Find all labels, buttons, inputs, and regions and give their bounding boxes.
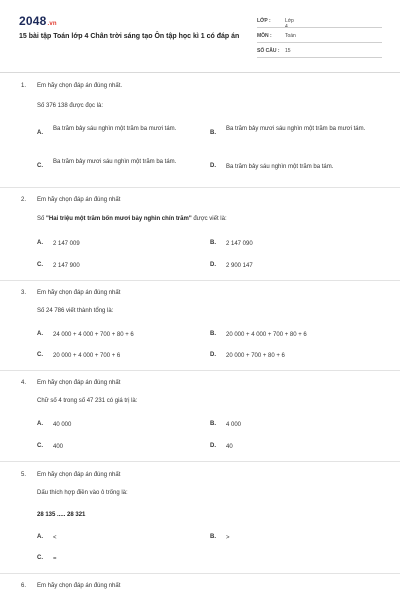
- option-letter: D.: [210, 262, 216, 268]
- logo-suffix: .vn: [47, 21, 57, 27]
- meta-count-key: SỐ CÂU :: [257, 48, 280, 54]
- option-text: >: [226, 535, 230, 541]
- question-stem: Em hãy chọn đáp án đúng nhất.: [37, 83, 123, 89]
- meta-divider: [257, 42, 382, 43]
- option-letter: C.: [37, 163, 43, 169]
- option-letter: A.: [37, 240, 43, 246]
- option-letter: A.: [37, 421, 43, 427]
- option-text: 2 147 009: [53, 241, 80, 247]
- option-letter: C.: [37, 555, 43, 561]
- option-text: Ba trăm bảy sáu nghìn một trăm ba mươi tám.: [53, 126, 177, 132]
- question-number: 1.: [21, 83, 27, 89]
- option-text: 20 000 + 4 000 + 700 + 80 + 6: [226, 332, 307, 338]
- option-text: 4 000: [226, 422, 242, 428]
- comparison-expression: 28 135 ..... 28 321: [37, 512, 86, 518]
- question-divider: [0, 370, 400, 371]
- option-text: 2 900 147: [226, 263, 253, 269]
- question-prompt: Dấu thích hợp điền vào ô trống là:: [37, 490, 128, 496]
- prompt-prefix: Số: [37, 216, 47, 222]
- question-number: 5.: [21, 472, 27, 478]
- option-letter: B.: [210, 534, 216, 540]
- option-letter: D.: [210, 163, 216, 169]
- question-number: 2.: [21, 197, 27, 203]
- option-letter: D.: [210, 443, 216, 449]
- meta-divider: [257, 27, 382, 28]
- option-text: 40: [226, 444, 233, 450]
- question-prompt: Chữ số 4 trong số 47 231 có giá trị là:: [37, 398, 138, 404]
- option-letter: D.: [210, 352, 216, 358]
- question-stem: Em hãy chọn đáp án đúng nhất: [37, 290, 121, 296]
- meta-count-value: 15: [285, 48, 291, 54]
- option-letter: A.: [37, 130, 43, 136]
- prompt-bold: "Hai triệu một trăm bốn mươi bảy nghìn chín trăm": [46, 216, 192, 222]
- option-letter: A.: [37, 331, 43, 337]
- option-text: 2 147 900: [53, 263, 80, 269]
- option-letter: C.: [37, 262, 43, 268]
- question-number: 4.: [21, 380, 27, 386]
- question-stem: Em hãy chọn đáp án đúng nhất: [37, 583, 121, 589]
- question-divider: [0, 573, 400, 574]
- question-divider: [0, 280, 400, 281]
- header-divider: [0, 72, 400, 73]
- document-header: [0, 0, 400, 82]
- option-text: 20 000 + 700 + 80 + 6: [226, 353, 285, 359]
- option-text: Ba trăm bảy sáu nghìn một trăm ba tám.: [226, 164, 334, 170]
- option-text: Ba trăm bảy mươi sáu nghìn một trăm ba mươi tám.: [226, 126, 366, 132]
- question-divider: [0, 461, 400, 462]
- option-letter: A.: [37, 534, 43, 540]
- question-divider: [0, 187, 400, 188]
- option-letter: C.: [37, 443, 43, 449]
- option-letter: B.: [210, 331, 216, 337]
- meta-subject-value: Toán: [285, 33, 296, 39]
- question-prompt: [37, 216, 227, 222]
- question-stem: Em hãy chọn đáp án đúng nhất: [37, 380, 121, 386]
- meta-divider: [257, 57, 382, 58]
- option-letter: B.: [210, 130, 216, 136]
- question-stem: Em hãy chọn đáp án đúng nhất: [37, 197, 121, 203]
- question-prompt: Số 24 786 viết thành tổng là:: [37, 308, 114, 314]
- question-stem: Em hãy chọn đáp án đúng nhất: [37, 472, 121, 478]
- option-text: =: [53, 556, 57, 562]
- option-text: 400: [53, 444, 64, 450]
- question-number: 6.: [21, 583, 27, 589]
- document-title: 15 bài tập Toán lớp 4 Chân trời sáng tạo Ôn tập học kì 1 có đáp án: [19, 33, 240, 40]
- meta-subject-key: MÔN :: [257, 33, 272, 39]
- meta-grade-key: LỚP :: [257, 18, 271, 24]
- site-logo[interactable]: [19, 14, 57, 28]
- option-text: 20 000 + 4 000 + 700 + 6: [53, 353, 121, 359]
- option-text: 40 000: [53, 422, 72, 428]
- question-prompt: Số 376 138 được đọc là:: [37, 103, 103, 109]
- option-text: 24 000 + 4 000 + 700 + 80 + 6: [53, 332, 134, 338]
- question-number: 3.: [21, 290, 27, 296]
- logo-text: 2048: [19, 14, 47, 28]
- option-text: <: [53, 535, 57, 541]
- option-text: 2 147 090: [226, 241, 253, 247]
- prompt-suffix: được viết là:: [191, 216, 227, 222]
- option-letter: C.: [37, 352, 43, 358]
- option-text: Ba trăm bảy mươi sáu nghìn một trăm ba tám.: [53, 159, 177, 165]
- meta-grade-value: Lớp 4: [285, 18, 294, 30]
- option-letter: B.: [210, 240, 216, 246]
- option-letter: B.: [210, 421, 216, 427]
